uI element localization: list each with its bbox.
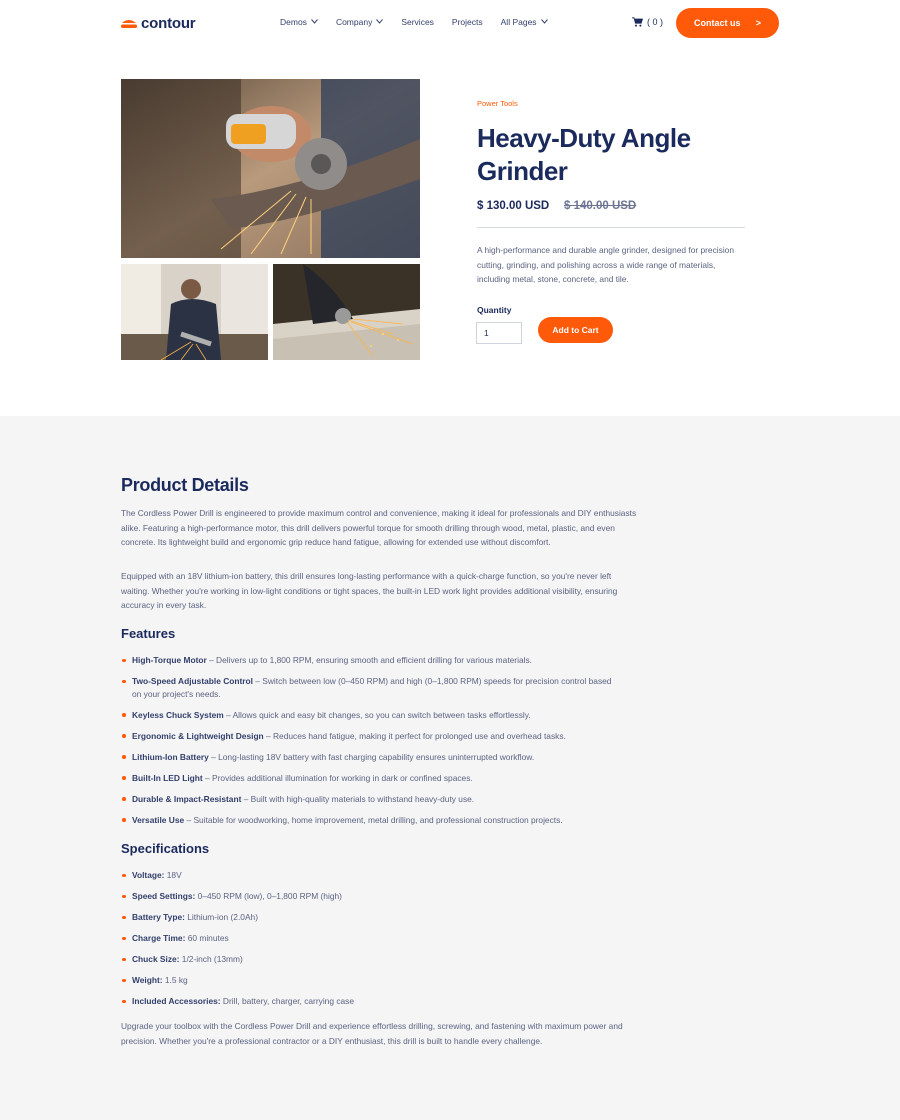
list-item — [121, 932, 621, 945]
details-paragraph-1: The Cordless Power Drill is engineered to provide maximum control and convenience, making it ideal for professionals and DIY enthusiasts alike. Featuring a high-performance motor, this drill delivers powerful torque for smooth drilling through wood, metal, plastic, and even concrete. Its lightweight build and ergonomic grip reduce hand fatigue, allowing for extended use without discomfort. — [121, 508, 637, 548]
cart-count: ( 0 ) — [647, 17, 664, 27]
product-description: A high-performance and durable angle grinder, designed for precision cutting, grinding, and polishing across a wide range of materials, including metal, stone, concrete, and tile. — [477, 245, 734, 284]
features-title: Features — [121, 626, 176, 641]
cart-link[interactable] — [632, 17, 663, 27]
site-header — [0, 0, 900, 46]
logo-text: contour — [141, 15, 196, 32]
list-item — [121, 730, 621, 743]
product-price: $ 130.00 USD — [477, 200, 550, 212]
logo-mark-icon — [121, 18, 137, 30]
feature-text: – Suitable for woodworking, home improvement, metal drilling, and professional construction projects. — [184, 814, 563, 825]
arrow-right-icon: > — [755, 18, 761, 28]
product-old-price: $ 140.00 USD — [564, 200, 637, 212]
spec-name: Chuck Size: — [132, 954, 180, 964]
spec-value: 18V — [164, 870, 182, 880]
nav-all-pages[interactable] — [501, 17, 548, 27]
feature-name: Durable & Impact-Resistant — [132, 793, 242, 804]
feature-name: Keyless Chuck System — [132, 709, 224, 720]
price-divider — [477, 227, 745, 228]
details-title: Product Details — [121, 475, 249, 495]
feature-text: – Provides additional illumination for working in dark or confined spaces. — [202, 772, 473, 783]
spec-name: Battery Type: — [132, 912, 185, 922]
spec-value: Lithium-ion (2.0Ah) — [184, 912, 258, 922]
list-item — [121, 869, 621, 882]
list-item — [121, 709, 621, 722]
feature-name: High-Torque Motor — [132, 655, 207, 665]
feature-name: Two-Speed Adjustable Control — [132, 676, 253, 686]
main-nav — [280, 17, 566, 27]
quantity-label: Quantity — [477, 305, 512, 315]
details-paragraph-3: Upgrade your toolbox with the Cordless Power Drill and experience effortless drilling, screwing, and fastening with maximum power and precision. Whether you're a professional contractor or a DIY enthusiast, this drill is built to handle every challenge. — [121, 1021, 623, 1046]
list-item — [121, 995, 621, 1008]
list-item — [121, 654, 621, 667]
chevron-down-icon — [541, 19, 548, 26]
chevron-down-icon — [311, 19, 318, 26]
angle-grinder-photo — [121, 79, 420, 258]
chevron-down-icon — [376, 19, 383, 26]
specifications-list — [121, 869, 621, 1016]
spec-name: Charge Time: — [132, 933, 186, 943]
nav-company[interactable] — [336, 17, 383, 27]
nav-all-pages-label: All Pages — [500, 17, 537, 27]
specifications-title: Specifications — [121, 841, 210, 856]
spec-name: Weight: — [132, 975, 163, 985]
feature-text: – Reduces hand fatigue, making it perfect for prolonged use and overhead tasks. — [263, 730, 566, 741]
feature-name: Lithium-Ion Battery — [132, 751, 209, 762]
features-list — [121, 654, 621, 835]
spec-value: Drill, battery, charger, carrying case — [220, 996, 355, 1006]
nav-company-label: Company — [335, 17, 373, 27]
list-item — [121, 793, 621, 806]
nav-projects[interactable] — [452, 17, 483, 27]
spec-value: 1/2-inch (13mm) — [179, 954, 243, 964]
contact-us-label: Contact us — [694, 18, 741, 28]
nav-services[interactable] — [401, 17, 434, 27]
feature-name: Built-In LED Light — [132, 772, 203, 783]
feature-text: – Switch between low (0–450 RPM) and high (0–1,800 RPM) speeds for precision control based on your project's needs. — [132, 676, 612, 699]
details-paragraph-2: Equipped with an 18V lithium-ion battery, this drill ensures long-lasting performance with a quick-charge function, so you're never left waiting. Whether you're working in low-light conditions or tight spaces, the built-in LED work light provides additional visibility, ensuring accuracy in every task. — [121, 571, 618, 611]
quantity-input[interactable] — [476, 322, 522, 344]
list-item — [121, 953, 621, 966]
feature-text: – Built with high-quality materials to withstand heavy-duty use. — [241, 793, 475, 804]
list-item — [121, 772, 621, 785]
feature-name: Versatile Use — [132, 814, 185, 825]
worker-grinding-photo — [121, 264, 268, 360]
feature-text: – Allows quick and easy bit changes, so you can switch between tasks effortlessly. — [223, 709, 531, 720]
spec-value: 0–450 RPM (low), 0–1,800 RPM (high) — [195, 891, 342, 901]
grinder-sparks-photo — [273, 264, 420, 360]
product-thumbnail-2[interactable] — [273, 264, 420, 360]
nav-projects-label: Projects — [451, 17, 483, 27]
nav-services-label: Services — [401, 17, 434, 27]
product-category[interactable]: Power Tools — [477, 99, 518, 108]
nav-demos-label: Demos — [280, 17, 307, 27]
product-details-section — [0, 416, 900, 1120]
nav-demos[interactable] — [280, 17, 318, 27]
list-item — [121, 751, 621, 764]
spec-name: Voltage: — [132, 870, 165, 880]
list-item — [121, 814, 621, 827]
product-title: Heavy-Duty Angle Grinder — [477, 123, 691, 186]
list-item — [121, 911, 621, 924]
spec-name: Speed Settings: — [132, 891, 196, 901]
feature-text: – Delivers up to 1,800 RPM, ensuring smooth and efficient drilling for various materials. — [206, 655, 532, 665]
add-to-cart-button[interactable]: Add to Cart — [538, 317, 613, 343]
list-item — [121, 675, 621, 700]
product-main-image[interactable] — [121, 79, 420, 258]
spec-value: 60 minutes — [185, 933, 229, 943]
spec-value: 1.5 kg — [162, 975, 188, 985]
contact-us-button[interactable] — [676, 8, 779, 38]
feature-text: – Long-lasting 18V battery with fast charging capability ensures uninterrupted workflow. — [208, 751, 535, 762]
list-item — [121, 974, 621, 987]
feature-name: Ergonomic & Lightweight Design — [132, 730, 264, 741]
list-item — [121, 890, 621, 903]
cart-icon — [632, 17, 643, 27]
product-thumbnail-1[interactable] — [121, 264, 268, 360]
spec-name: Included Accessories: — [132, 996, 221, 1006]
logo[interactable] — [121, 15, 195, 32]
